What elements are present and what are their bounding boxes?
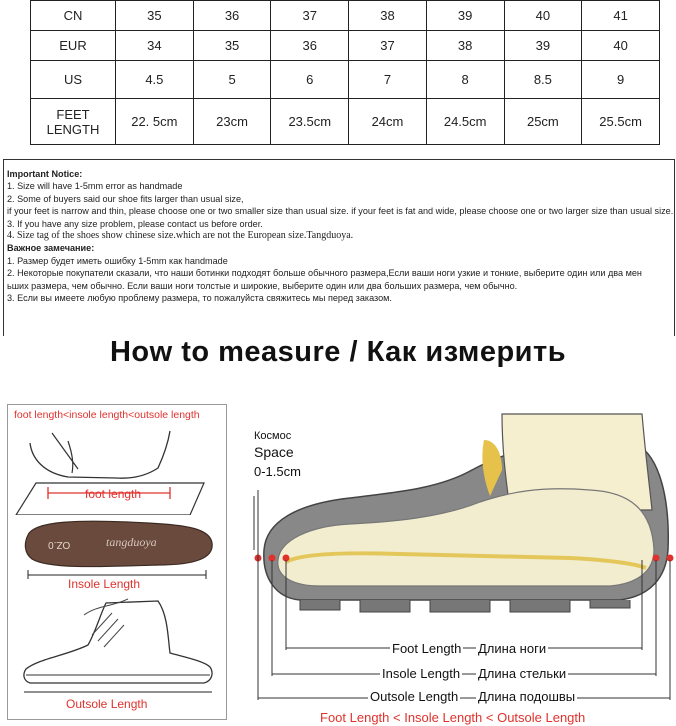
notice-line: 4. Size tag of the shoes show chinese size.which are not the European size.Tangduoya. bbox=[7, 230, 354, 242]
size-cell: 38 bbox=[349, 1, 427, 31]
insole-length-label: Insole Length bbox=[68, 577, 141, 591]
size-cell: 5 bbox=[193, 61, 271, 99]
notice-line: if your feet is narrow and thin, please choose one or two smaller size than usual size. if your feet is fat and wide, please choose one or two larger size than usual size. bbox=[7, 206, 674, 217]
size-cell: 23.5cm bbox=[271, 99, 349, 145]
insole-size-text: OZ.0 bbox=[48, 539, 71, 550]
size-table bbox=[30, 0, 660, 145]
foot-length-label: foot length bbox=[85, 487, 142, 501]
notice-line: 1. Size will have 1-5mm error as handmade bbox=[7, 181, 183, 192]
size-cell: 34 bbox=[116, 31, 194, 61]
sole-lugs bbox=[300, 600, 630, 612]
size-cell: 40 bbox=[582, 31, 660, 61]
size-cell: 25cm bbox=[504, 99, 582, 145]
notice-box bbox=[3, 159, 675, 336]
notice-title-en: Important Notice: bbox=[7, 169, 83, 179]
size-cell: 6 bbox=[271, 61, 349, 99]
size-cell: 39 bbox=[504, 31, 582, 61]
space-label-ru: Космос bbox=[254, 430, 292, 442]
outsole-length-en: Outsole Length bbox=[370, 689, 459, 704]
notice-line: 3. If you have any size problem, please contact us before order. bbox=[7, 218, 263, 229]
left-measure-panel bbox=[7, 404, 227, 720]
boot-illustration bbox=[8, 595, 226, 695]
insole-length-ru: Длина стельки bbox=[478, 666, 567, 681]
foot-illustration bbox=[8, 423, 226, 515]
size-cell: 9 bbox=[582, 61, 660, 99]
notice-line: 1. Размер будет иметь ошибку 1-5mm как handmade bbox=[7, 255, 228, 266]
size-cell: 8.5 bbox=[504, 61, 582, 99]
size-cell: 36 bbox=[271, 31, 349, 61]
size-cell: 38 bbox=[426, 31, 504, 61]
row-label: EUR bbox=[31, 31, 116, 61]
foot-length-en: Foot Length bbox=[392, 641, 462, 656]
size-row-us bbox=[31, 61, 660, 99]
insole-length-en: Insole Length bbox=[382, 666, 461, 681]
size-row-feet-length bbox=[31, 99, 660, 145]
size-cell: 4.5 bbox=[116, 61, 194, 99]
size-cell: 37 bbox=[349, 31, 427, 61]
size-cell: 37 bbox=[271, 1, 349, 31]
row-label bbox=[31, 99, 116, 145]
outsole-length-label: Outsole Length bbox=[66, 697, 148, 711]
size-cell: 36 bbox=[193, 1, 271, 31]
notice-line: 2. Некоторые покупатели сказали, что наши ботинки подходят больше обычного размера,Если ваши ноги узкие и тонкие, выберите один или два мен bbox=[7, 268, 642, 279]
size-cell: 24cm bbox=[349, 99, 427, 145]
foot-length-ru: Длина ноги bbox=[478, 641, 547, 656]
row-label: US bbox=[31, 61, 116, 99]
notice-line: ьших размера, чем обычно. Если ваши ноги толстые и широкие, выберите один или два больших размера, чем обычно. bbox=[7, 280, 518, 291]
size-cell: 7 bbox=[349, 61, 427, 99]
row-label: CN bbox=[31, 1, 116, 31]
space-label-en: Space bbox=[254, 444, 294, 460]
size-row-eur bbox=[31, 31, 660, 61]
notice-line: 2. Some of buyers said our shoe fits larger than usual size, bbox=[7, 193, 244, 204]
foot-outline-icon bbox=[30, 431, 170, 478]
size-cell: 40 bbox=[504, 1, 582, 31]
size-cell: 35 bbox=[116, 1, 194, 31]
boot-outline-icon bbox=[24, 601, 212, 683]
notice-title-ru: Важное замечание: bbox=[7, 243, 95, 254]
size-cell: 23cm bbox=[193, 99, 271, 145]
size-cell: 25.5cm bbox=[582, 99, 660, 145]
size-cell: 41 bbox=[582, 1, 660, 31]
size-cell: 39 bbox=[426, 1, 504, 31]
order-label: foot length<insole length<outsole length bbox=[14, 409, 200, 421]
how-to-measure-title: How to measure / Как измерить bbox=[109, 336, 567, 368]
size-cell: 22. 5cm bbox=[116, 99, 194, 145]
row-label-line2: LENGTH bbox=[46, 121, 100, 137]
size-cell: 8 bbox=[426, 61, 504, 99]
notice-line: 3. Если вы имеете любую проблему размера, то пожалуйста свяжитесь мы перед заказом. bbox=[7, 293, 392, 304]
size-cell: 35 bbox=[193, 31, 271, 61]
outsole-length-ru: Длина подошвы bbox=[478, 689, 576, 704]
size-row-cn bbox=[31, 1, 660, 31]
comparison-label: Foot Length < Insole Length < Outsole Length bbox=[320, 710, 586, 725]
row-label-line1: FEET bbox=[56, 106, 90, 122]
space-value: 0-1.5cm bbox=[254, 464, 301, 479]
insole-brand-text: tangduoya bbox=[106, 535, 157, 549]
size-cell: 24.5cm bbox=[426, 99, 504, 145]
